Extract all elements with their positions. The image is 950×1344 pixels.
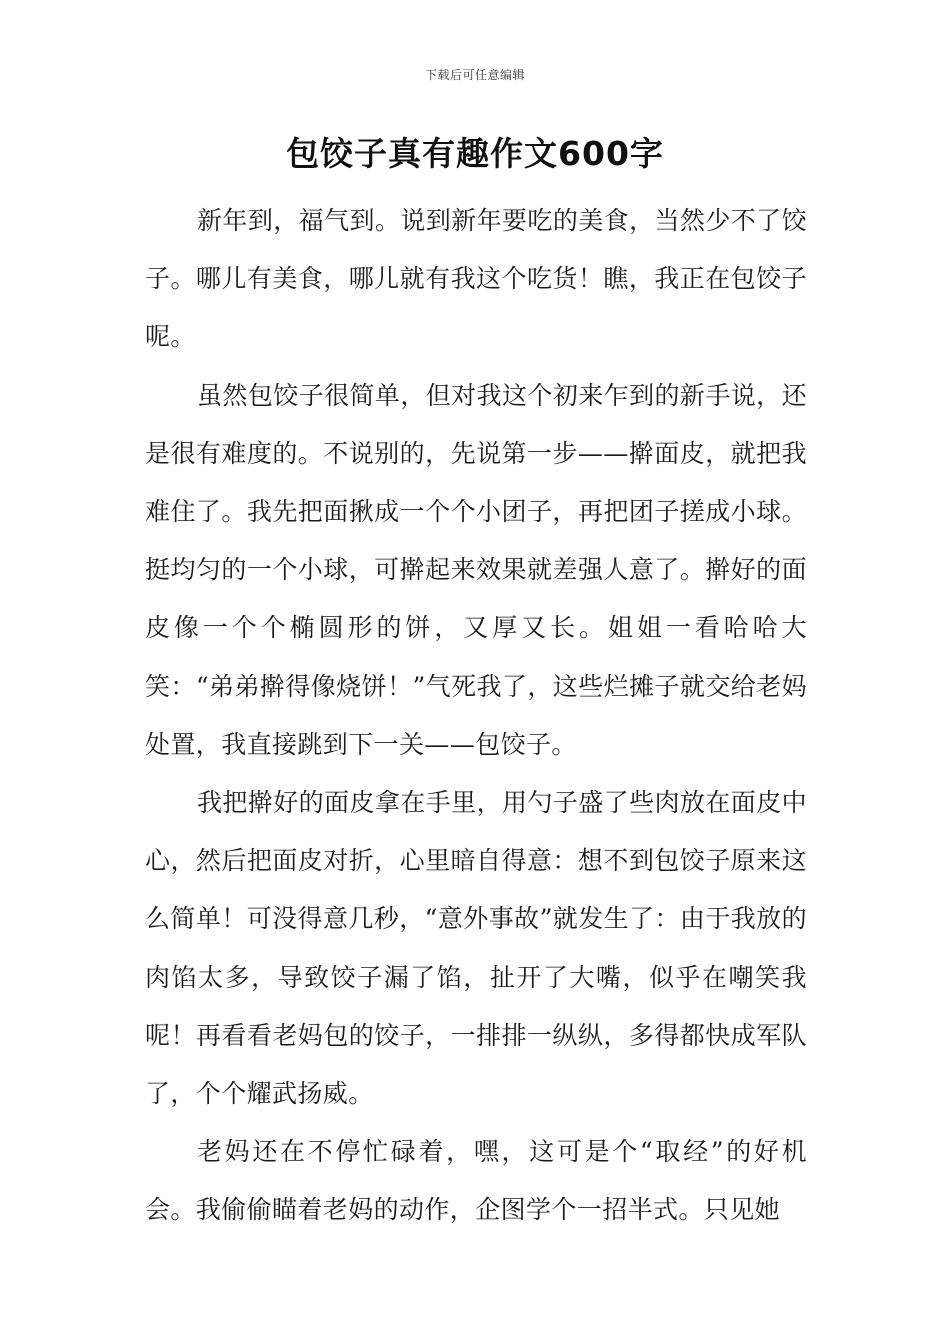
paragraph-1: 新年到，福气到。说到新年要吃的美食，当然少不了饺子。哪儿有美食，哪儿就有我这个吃货！瞧，我正在包饺子呢。 (145, 206, 807, 352)
header-note: 下载后可任意编辑 (424, 68, 525, 82)
paragraph-4: 老妈还在不停忙碌着，嘿，这可是个“取经”的好机会。我偷偷瞄着老妈的动作，企图学个一招半式。只见她 (145, 1137, 807, 1225)
paragraph-2: 虽然包饺子很简单，但对我这个初来乍到的新手说，还是很有难度的。不说别的，先说第一步——擀面皮，就把我难住了。我先把面揪成一个个小团子，再把团子搓成小球。挺均匀的一个小球，可擀起来效果就差强人意了。擀好的面皮像一个个椭圆形的饼，又厚又长。姐姐一看哈哈大笑：“弟弟擀得像烧饼！”气死我了，这些烂摊子就交给老妈处置，我直接跳到下一关——包饺子。 (145, 380, 807, 759)
essay-body (145, 192, 807, 1240)
paragraph-3: 我把擀好的面皮拿在手里，用勺子盛了些肉放在面皮中心，然后把面皮对折，心里暗自得意：想不到包饺子原来这么简单！可没得意几秒，“意外事故”就发生了：由于我放的肉馅太多，导致饺子漏了馅，扯开了大嘴，似乎在嘲笑我呢！再看看老妈包的饺子，一排排一纵纵，多得都快成军队了，个个耀武扬威。 (145, 788, 807, 1109)
page-title: 包饺子真有趣作文600字 (286, 134, 664, 173)
